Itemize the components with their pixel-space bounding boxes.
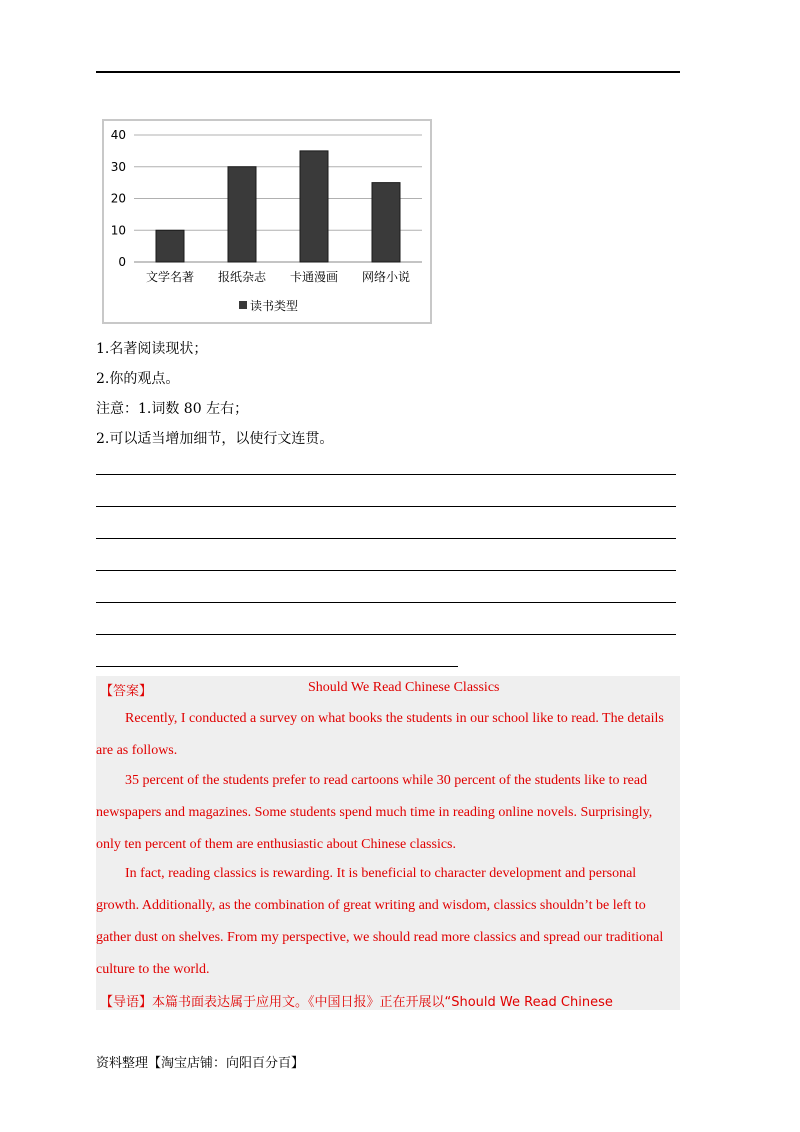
y-tick-label: 40 xyxy=(110,128,126,142)
answer-line: Recently, I conducted a survey on what books the students in our school like to read. The details xyxy=(125,711,664,726)
writing-line xyxy=(96,474,676,475)
note-item-1: 注意：1.词数 80 左右； xyxy=(96,401,249,417)
answer-line: gather dust on shelves. From my perspective, we should read more classics and spread our traditional xyxy=(96,930,664,945)
bar xyxy=(372,183,400,262)
legend-label: 读书类型 xyxy=(250,299,299,313)
prompt-item-1: 1.名著阅读现状； xyxy=(96,341,208,357)
answer-section xyxy=(96,676,680,1010)
answer-line: only ten percent of them are enthusiastic about Chinese classics. xyxy=(96,837,457,852)
writing-line xyxy=(96,538,676,539)
y-tick-label: 30 xyxy=(110,159,126,174)
answer-label: 【答案】 xyxy=(100,684,153,699)
bar xyxy=(300,151,328,262)
legend-swatch xyxy=(239,301,247,309)
answer-line: In fact, reading classics is rewarding. It is beneficial to character development and personal xyxy=(125,866,637,881)
bar xyxy=(228,167,256,262)
writing-line xyxy=(96,666,458,667)
y-tick-label: 0 xyxy=(118,255,126,269)
guide-text: 【导语】本篇书面表达属于应用文。《中国日报》正在开展以“Should We Read Chinese xyxy=(100,995,613,1010)
answer-line: growth. Additionally, as the combination of great writing and wisdom, classics shouldn’t be left to xyxy=(96,898,646,913)
x-tick-label: 网络小说 xyxy=(361,270,411,284)
writing-line xyxy=(96,506,676,507)
writing-line xyxy=(96,634,676,635)
footer-text: 资料整理【淘宝店铺：向阳百分百】 xyxy=(96,1056,305,1071)
answer-line: 35 percent of the students prefer to read cartoons while 30 percent of the students like to read xyxy=(125,773,648,788)
note-item-2: 2.可以适当增加细节，以使行文连贯。 xyxy=(96,431,334,447)
x-tick-label: 报纸杂志 xyxy=(217,270,267,284)
answer-line: culture to the world. xyxy=(96,962,210,977)
bar xyxy=(156,230,184,262)
x-tick-label: 文学名著 xyxy=(145,270,195,284)
answer-line: newspapers and magazines. Some students spend much time in reading online novels. Surprisingly, xyxy=(96,805,653,820)
answer-title: Should We Read Chinese Classics xyxy=(308,680,500,695)
y-tick-label: 10 xyxy=(110,223,126,238)
y-tick-label: 20 xyxy=(110,191,126,206)
x-tick-label: 卡通漫画 xyxy=(289,270,339,284)
answer-line: are as follows. xyxy=(96,743,178,758)
header-rule xyxy=(96,71,680,73)
writing-line xyxy=(96,570,676,571)
reading-type-bar-chart xyxy=(102,119,432,324)
writing-line xyxy=(96,602,676,603)
prompt-item-2: 2.你的观点。 xyxy=(96,371,180,387)
